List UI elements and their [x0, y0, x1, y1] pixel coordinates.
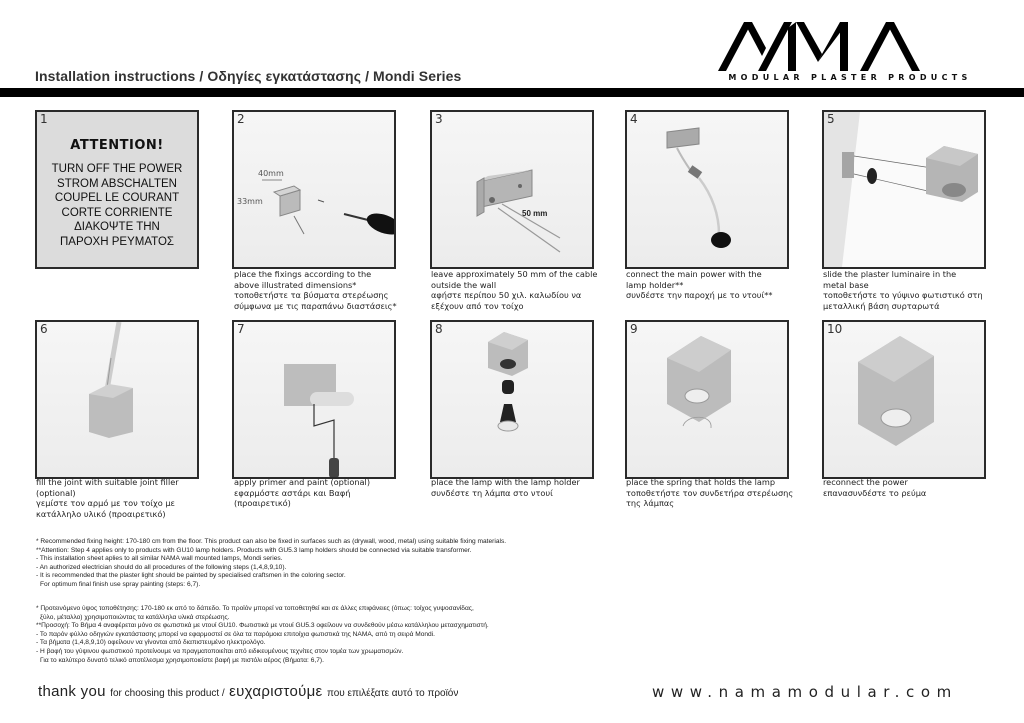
svg-text:33mm: 33mm [237, 197, 263, 206]
caption-en-line: place the fixings according to the [234, 269, 372, 279]
caption-en-line: outside the wall [431, 279, 497, 290]
step-number: 6 [40, 322, 48, 336]
notes-greek [36, 605, 596, 665]
attention-lines [37, 162, 197, 249]
thank-you-message [38, 683, 458, 701]
caption-el-line: (προαιρετικό) [234, 498, 291, 508]
step-10-panel [822, 320, 986, 479]
caption-el-line: αφήστε περίπου 50 χιλ. καλωδίου να [431, 290, 582, 300]
note-line: - It is recommended that the plaster light should be painted by specialised craftsmen in the coloring sector. [36, 572, 346, 580]
page-title: Installation instructions / Οδηγίες εγκατάστασης / Mondi Series [35, 68, 462, 84]
note-line: * Recommended fixing height: 170-180 cm from the floor. This product can also be fixed in surfaces such as (drywall, wood, metal) using suitable fixing materials. [36, 538, 507, 545]
step-number: 3 [435, 112, 443, 126]
step-2-panel [232, 110, 396, 269]
note-line: **Προσοχή: Το Βήμα 4 αναφέρεται μόνο σε φωτιστικά με ντουί GU10. Φωτιστικά με ντουί GU5.3 οφείλουν να συνδεθούν μέσω κατάλληλου μετασχηματιστή. [36, 622, 489, 630]
caption-en-line: connect the main power with the [626, 269, 762, 279]
header-divider-bar [0, 88, 1024, 97]
caption-el-line: της λάμπας [626, 498, 675, 508]
website-url[interactable]: www.namamodular.com [652, 683, 958, 701]
caption-el-line: γεμίστε τον αρμό με τον τοίχο με [36, 498, 175, 508]
caption-en-line: place the lamp with the lamp holder [431, 477, 580, 487]
step-4-caption [626, 269, 796, 301]
step-number: 10 [827, 322, 843, 336]
caption-el-line: μεταλλική βάση συρταρωτά [823, 300, 940, 311]
step-3-panel [430, 110, 594, 269]
step-number: 8 [435, 322, 443, 336]
caption-en-line: place the spring that holds the lamp [626, 477, 776, 487]
attention-line: ΔΙΑΚΟΨΤΕ ΤΗΝ [74, 221, 160, 233]
spring-clip-illustration [627, 322, 787, 477]
caption-el-line: τοποθετήστε τον συνδετήρα στερέωσης [626, 487, 794, 498]
step-3-caption [431, 269, 601, 311]
step-5-caption [823, 269, 993, 311]
bracket-cable-illustration [432, 112, 592, 267]
thank-you-en: thank you [38, 683, 106, 700]
joint-filler-illustration [37, 322, 197, 477]
attention-title: ATTENTION! [70, 138, 164, 153]
caption-en-line: leave approximately 50 mm of the cable [431, 269, 598, 279]
note-line: Για το καλύτερο δυνατό τελικό αποτέλεσμα χρησιμοποιείστε βαφή με πιστόλι αέρος (Βήματα: 6,7). [40, 656, 324, 664]
step-9-panel [625, 320, 789, 479]
step-10-caption [823, 477, 993, 498]
step-2-caption [234, 269, 404, 311]
caption-el-line: εξέχουν από τον τοίχο [431, 300, 524, 311]
caption-en-line: (optional) [36, 487, 76, 498]
step-4-panel [625, 110, 789, 269]
notes-english [36, 538, 596, 590]
step-number: 5 [827, 112, 835, 126]
lamp-holder-wiring-illustration [627, 112, 787, 267]
step-8-panel [430, 320, 594, 479]
svg-text:50 mm: 50 mm [522, 209, 548, 218]
step-1-panel [35, 110, 199, 269]
caption-en-line: metal base [823, 279, 869, 290]
caption-el-line: τοποθετήστε το γύψινο φωτιστικό στη [823, 290, 983, 300]
logo-subtitle: MODULAR PLASTER PRODUCTS [728, 73, 972, 82]
caption-en-line: above illustrated dimensions* [234, 279, 357, 290]
step-number: 1 [40, 112, 48, 126]
caption-en-line: apply primer and paint (optional) [234, 477, 371, 487]
step-6-caption [36, 477, 206, 519]
finished-lamp-illustration [824, 322, 984, 477]
caption-el-line: τοποθετήστε τα βύσματα στερέωσης [234, 290, 389, 300]
note-line: - This installation sheet aplies to all similar NAMA wall mounted lamps, Mondi series. [36, 555, 283, 563]
slide-luminaire-illustration [824, 112, 984, 267]
step-number: 2 [237, 112, 245, 126]
thank-you-en-rest: for choosing this product / [110, 688, 225, 699]
caption-el-line: επανασυνδέστε το ρεύμα [823, 487, 927, 498]
nama-logo [718, 22, 982, 88]
thank-you-el-rest: που επιλέξατε αυτό το προϊόν [326, 688, 459, 699]
fixing-bracket-screwdriver-illustration [234, 112, 394, 267]
caption-en-line: reconnect the power [823, 477, 908, 487]
svg-text:40mm: 40mm [258, 169, 284, 178]
note-line: For optimum final finish use spray painting (steps: 6,7). [40, 580, 201, 588]
note-line: - Το παρόν φύλλο οδηγιών εγκατάστασης μπορεί να εφαρμοστεί σε όλα τα παρόμοια επιτοίχια φωτιστικά της NAMA, από τη σειρά Mondi. [36, 630, 436, 638]
note-line: - An authorized electrician should do all procedures of the following steps (1,4,8,9,10). [36, 563, 287, 571]
step-number: 9 [630, 322, 638, 336]
lamp-insert-illustration [432, 322, 592, 477]
step-8-caption [431, 477, 601, 498]
caption-en-line: fill the joint with suitable joint filler [36, 477, 179, 487]
note-line: ξύλο, μέταλλο) χρησιμοποιώντας τα κατάλληλα υλικά στερέωσης. [40, 613, 230, 621]
caption-el-line: συνδέστε την παροχή με το ντουί** [626, 290, 773, 300]
nama-logo-icon [718, 22, 982, 72]
step-7-panel [232, 320, 396, 479]
caption-el-line: εφαρμόστε αστάρι και Βαφή [234, 487, 351, 498]
step-number: 4 [630, 112, 638, 126]
attention-line: STROM ABSCHALTEN [57, 177, 177, 190]
attention-line: CORTE CORRIENTE [61, 206, 173, 219]
note-line: **Attention: Step 4 applies only to products with GU10 lamp holders. Products with GU5.3 lamp holders should be connected via suitable transformer. [36, 546, 472, 554]
attention-line: ΠΑΡΟΧΗ ΡΕΥΜΑΤΟΣ [59, 235, 175, 248]
step-9-caption [626, 477, 796, 509]
step-6-panel [35, 320, 199, 479]
caption-en-line: lamp holder** [626, 279, 684, 290]
step-number: 7 [237, 322, 245, 336]
note-line: * Προτεινόμενο ύψος τοποθέτησης: 170-180 εκ από το δάπεδο. Το προϊόν μπορεί να τοποθετηθεί και σε άλλες επιφάνειες (όπως: τοίχος γυψοσανίδας, [36, 605, 474, 612]
thank-you-el: ευχαριστούμε [229, 683, 323, 700]
caption-el-line: κατάλληλο υλικό (προαιρετικό) [36, 508, 166, 519]
step-5-panel [822, 110, 986, 269]
caption-el-line: σύμφωνα με τις παραπάνω διαστάσεις* [234, 300, 397, 311]
caption-el-line: συνδέστε τη λάμπα στο ντουί [431, 487, 553, 498]
attention-line: COUPEL LE COURANT [54, 192, 180, 204]
note-line: - Η βαφή του γύψινου φωτιστικού προτείνουμε να πραγματοποιείται από ειδικευμένους τεχνίτες στον τομέα των χρωματισμών. [36, 647, 404, 655]
note-line: - Τα βήματα (1,4,8,9,10) οφείλουν να γίνονται από διαπιστευμένο ηλεκτρολόγο. [36, 639, 266, 647]
attention-line: TURN OFF THE POWER [51, 163, 183, 175]
paint-roller-illustration [234, 322, 394, 477]
step-7-caption [234, 477, 404, 509]
caption-en-line: slide the plaster luminaire in the [823, 269, 957, 279]
